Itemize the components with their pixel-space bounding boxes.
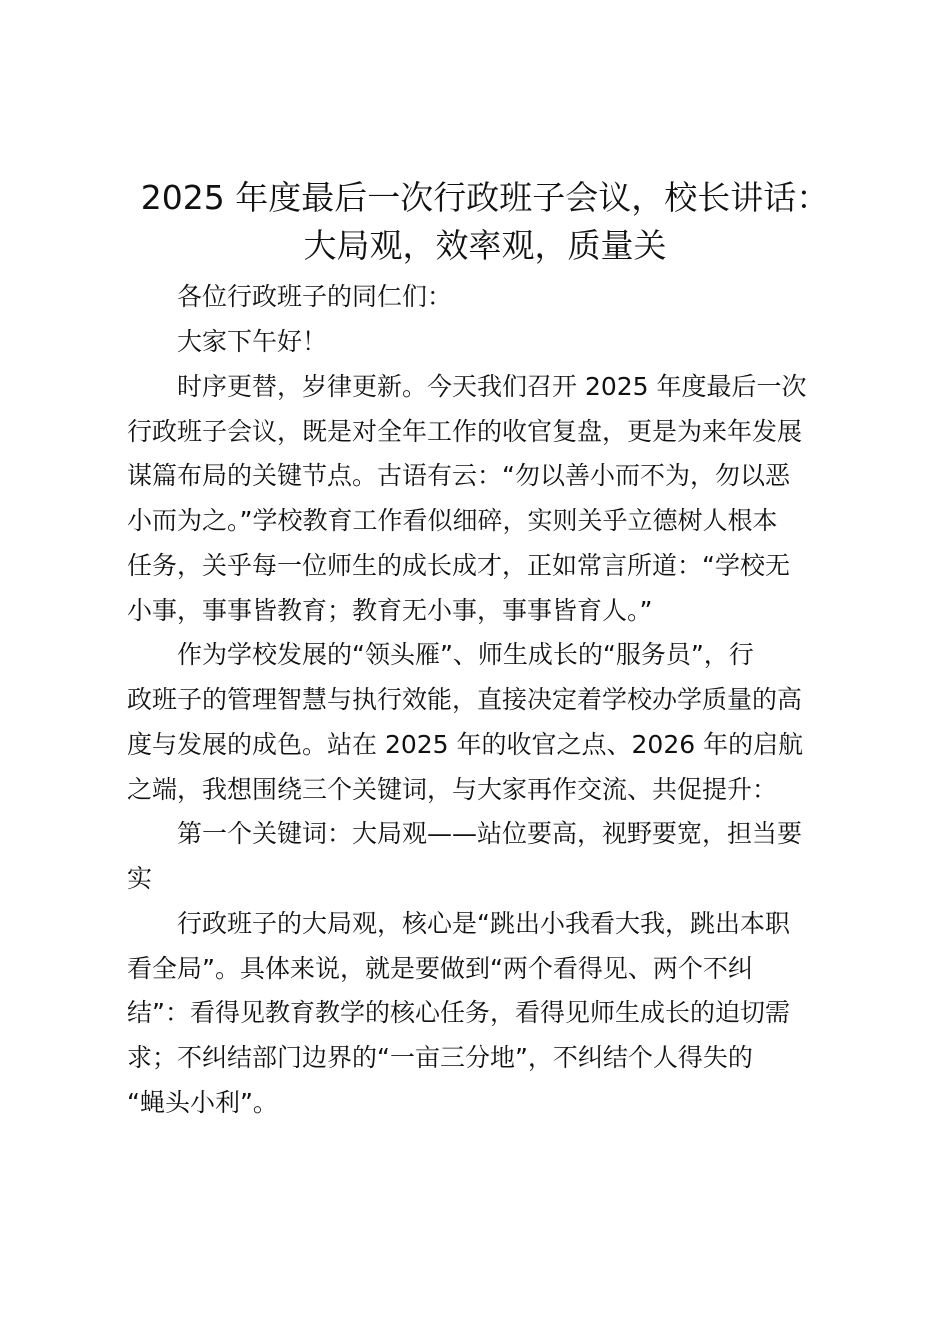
paragraph-3-line: 结”：看得见教育教学的核心任务，看得见师生成长的迫切需: [127, 998, 790, 1027]
paragraph-1-line: 小事，事事皆教育；教育无小事，事事皆育人。”: [127, 596, 653, 625]
paragraph-3-line: 求；不纠结部门边界的“一亩三分地”，不纠结个人得失的: [127, 1043, 753, 1072]
paragraph-1-line: 任务，关乎每一位师生的成长成才，正如常言所道：“学校无: [127, 551, 790, 580]
salutation: 各位行政班子的同仁们：: [177, 282, 453, 311]
document-title-line-1: 2025 年度最后一次行政班子会议，校长讲话：: [140, 178, 830, 217]
paragraph-1-line: 行政班子会议，既是对全年工作的收官复盘，更是为来年发展: [127, 417, 803, 446]
paragraph-2-line: 之端，我想围绕三个关键词，与大家再作交流、共促提升：: [127, 775, 778, 804]
paragraph-1-line: 时序更替，岁律更新。今天我们召开 2025 年度最后一次: [177, 372, 807, 401]
document-title-line-2: 大局观，效率观，质量关: [303, 226, 667, 265]
greeting: 大家下午好！: [177, 327, 328, 356]
paragraph-1-line: 小而为之。”学校教育工作看似细碎，实则关乎立德树人根本: [127, 506, 778, 535]
paragraph-2-line: 作为学校发展的“领头雁”、师生成长的“服务员”，行: [177, 640, 754, 669]
paragraph-2-line: 政班子的管理智慧与执行效能，直接决定着学校办学质量的高: [127, 685, 803, 714]
section-heading-line: 实: [127, 864, 153, 893]
paragraph-3-line: 行政班子的大局观，核心是“跳出小我看大我，跳出本职: [177, 909, 790, 938]
section-heading-line: 第一个关键词：大局观——站位要高，视野要宽，担当要: [177, 819, 803, 848]
paragraph-2-line: 度与发展的成色。站在 2025 年的收官之点、2026 年的启航: [127, 730, 804, 759]
paragraph-3-line: 看全局”。具体来说，就是要做到“两个看得见、两个不纠: [127, 954, 753, 983]
paragraph-1-line: 谋篇布局的关键节点。古语有云：“勿以善小而不为，勿以恶: [127, 461, 790, 490]
paragraph-3-line: “蝇头小利”。: [127, 1088, 278, 1117]
